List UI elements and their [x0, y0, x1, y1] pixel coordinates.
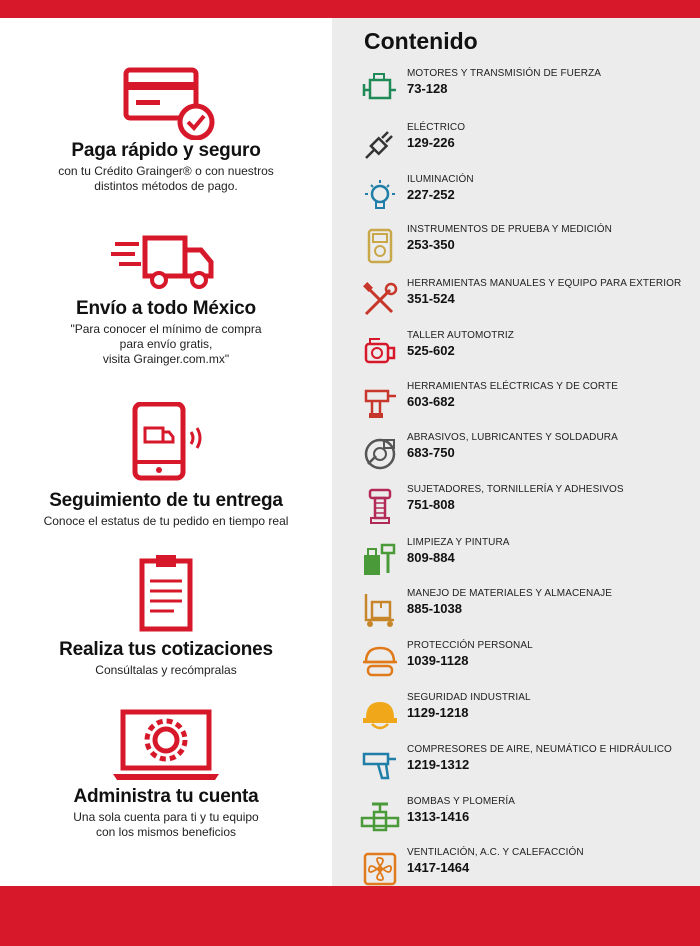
feature-description: "Para conocer el mínimo de compra para envío gratis, visita Grainger.com.mx" [70, 322, 262, 366]
feature-description: Consúltalas y recómpralas [95, 663, 237, 677]
toc-item-pages: 129-226 [407, 135, 455, 150]
toc-item-bombas[interactable] [360, 796, 690, 838]
air-tool-icon [360, 746, 400, 786]
toc-item-pages: 885-1038 [407, 601, 462, 616]
toc-item-pages: 1219-1312 [407, 757, 470, 772]
toc-item-pages: 1039-1128 [407, 653, 469, 668]
feature-title: Paga rápido y seguro [71, 140, 261, 161]
plug-icon [360, 124, 400, 164]
delivery-truck-icon [111, 232, 221, 292]
toc-item-pages: 603-682 [407, 394, 455, 409]
toc-item-instrumentos[interactable] [360, 224, 690, 266]
toc-title: Contenido [364, 28, 478, 54]
feature-description: Conoce el estatus de tu pedido en tiempo real [43, 514, 289, 528]
feature-title: Realiza tus cotizaciones [59, 639, 273, 660]
bolt-icon [360, 486, 400, 526]
top-red-bar [0, 0, 700, 18]
feature-payment [0, 66, 332, 194]
toc-item-name: ILUMINACIÓN [407, 174, 474, 185]
toc-item-name: BOMBAS Y PLOMERÍA [407, 796, 516, 807]
feature-account [0, 708, 332, 840]
feature-title: Seguimiento de tu entrega [49, 490, 283, 511]
toc-item-pages: 227-252 [407, 187, 455, 202]
toc-item-pages: 751-808 [407, 497, 455, 512]
feature-quotes [0, 553, 332, 678]
toc-item-pages: 1417-1464 [407, 860, 470, 875]
toc-item-electrico[interactable] [360, 122, 690, 164]
toc-item-pages: 525-602 [407, 343, 455, 358]
toc-item-name: TALLER AUTOMOTRIZ [407, 330, 514, 341]
fan-icon [360, 849, 400, 889]
feature-title: Administra tu cuenta [73, 786, 259, 807]
clipboard-icon [136, 553, 196, 633]
feature-tracking [0, 402, 332, 529]
laptop-gear-icon [111, 708, 221, 782]
feature-description: con tu Crédito Grainger® o con nuestros distintos métodos de pago. [58, 164, 274, 193]
toc-item-sujetadores[interactable] [360, 484, 690, 526]
toc-item-name: VENTILACIÓN, A.C. Y CALEFACCIÓN [407, 847, 584, 858]
toc-item-pages: 351-524 [407, 291, 455, 306]
multimeter-icon [360, 226, 400, 266]
toc-item-manejo[interactable] [360, 588, 690, 630]
toc-item-ventilacion[interactable] [360, 847, 690, 889]
toc-item-name: ABRASIVOS, LUBRICANTES Y SOLDADURA [407, 432, 618, 443]
toc-item-name: COMPRESORES DE AIRE, NEUMÁTICO E HIDRÁULICO [407, 744, 672, 755]
tools-icon [360, 280, 400, 320]
toc-item-compresores[interactable] [360, 744, 690, 786]
feature-shipping [0, 232, 332, 367]
toc-item-abrasivos[interactable] [360, 432, 690, 474]
toc-item-name: SEGURIDAD INDUSTRIAL [407, 692, 531, 703]
toc-item-herramientas-electricas[interactable] [360, 381, 690, 423]
toc-item-pages: 73-128 [407, 81, 448, 96]
toc-item-iluminacion[interactable] [360, 174, 690, 216]
toc-item-pages: 683-750 [407, 445, 455, 460]
phone-tracking-icon [121, 402, 211, 482]
paint-icon [360, 539, 400, 579]
toc-item-taller[interactable] [360, 330, 690, 372]
toc-item-name: MANEJO DE MATERIALES Y ALMACENAJE [407, 588, 613, 599]
toc-item-pages: 253-350 [407, 237, 455, 252]
toc-item-pages: 1129-1218 [407, 705, 469, 720]
credit-card-check-icon [116, 66, 216, 140]
automotive-icon [360, 332, 400, 372]
toc-item-pages: 1313-1416 [407, 809, 470, 824]
toc-item-name: ELÉCTRICO [407, 122, 466, 133]
drill-icon [360, 383, 400, 423]
toc-item-name: INSTRUMENTOS DE PRUEBA Y MEDICIÓN [407, 224, 613, 235]
toc-item-herramientas-manuales[interactable] [360, 278, 690, 320]
toc-item-name: SUJETADORES, TORNILLERÍA Y ADHESIVOS [407, 484, 624, 495]
lightbulb-icon [360, 176, 400, 216]
toc-item-name: MOTORES Y TRANSMISIÓN DE FUERZA [407, 68, 602, 79]
bottom-red-bar [0, 886, 700, 946]
toc-item-pages: 809-884 [407, 550, 455, 565]
valve-icon [360, 798, 400, 838]
hardhat-goggles-icon [360, 642, 400, 682]
hardhat-icon [360, 694, 400, 734]
motor-icon [360, 70, 400, 110]
toc-item-proteccion[interactable] [360, 640, 690, 682]
toc-item-name: PROTECCIÓN PERSONAL [407, 640, 533, 651]
toc-item-motores[interactable] [360, 68, 690, 110]
feature-title: Envío a todo México [76, 298, 256, 319]
toc-item-seguridad[interactable] [360, 692, 690, 734]
toc-item-limpieza[interactable] [360, 537, 690, 579]
toc-item-name: HERRAMIENTAS ELÉCTRICAS Y DE CORTE [407, 381, 619, 392]
feature-description: Una sola cuenta para ti y tu equipo con los mismos beneficios [73, 810, 259, 839]
welding-icon [360, 434, 400, 474]
toc-item-name: LIMPIEZA Y PINTURA [407, 537, 510, 548]
toc-item-name: HERRAMIENTAS MANUALES Y EQUIPO PARA EXTERIOR [407, 278, 682, 289]
box-icon [360, 590, 400, 630]
